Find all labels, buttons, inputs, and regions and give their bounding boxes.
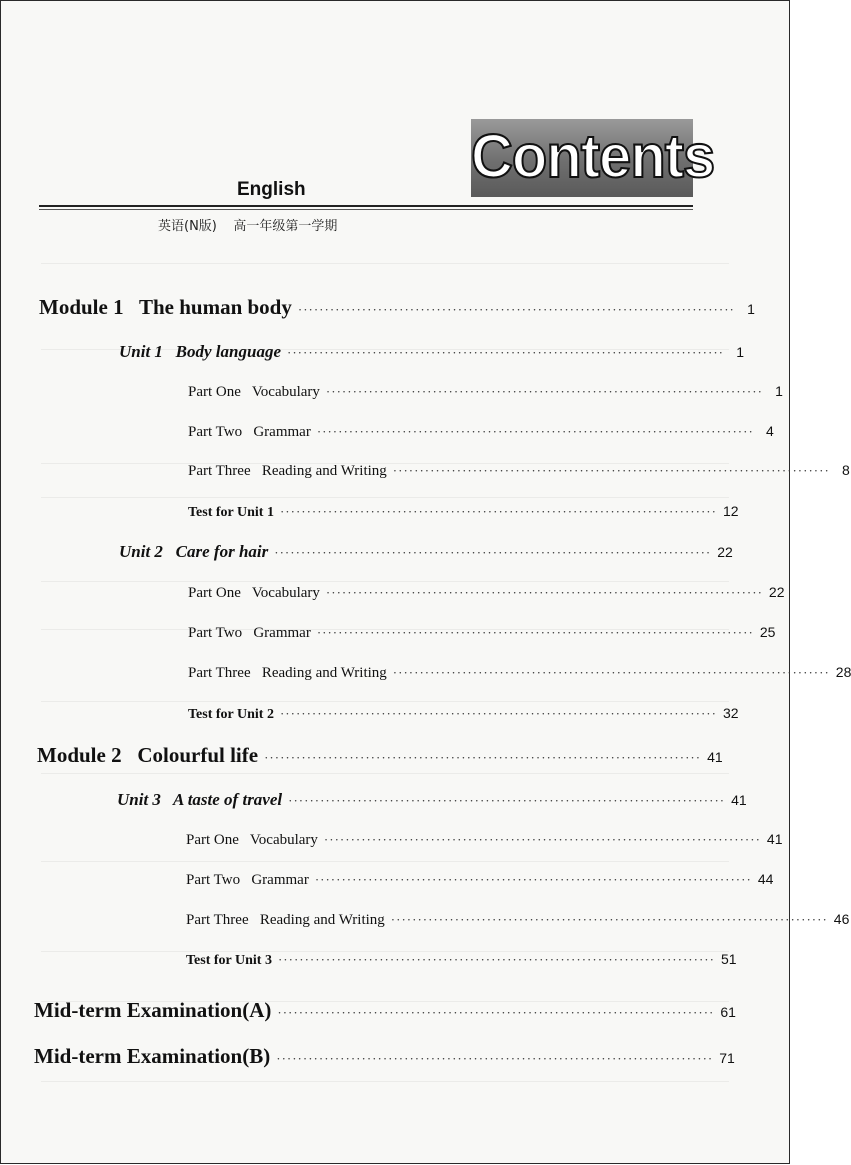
toc-entry-label: Part Two Grammar (188, 424, 311, 440)
english-label: English (237, 179, 306, 200)
leader-dots: ·················································································· (264, 750, 702, 765)
toc-entry-unit-1-reading-writing[interactable] (188, 462, 850, 480)
leader-dots: ·················································································· (314, 872, 752, 887)
leader-dots: ·················································································· (288, 793, 726, 808)
toc-page-number: 4 (766, 423, 774, 439)
toc-page-number: 44 (757, 871, 774, 887)
toc-page-number: 32 (722, 705, 739, 721)
toc-entry-test-unit-2[interactable] (188, 705, 739, 723)
toc-page-number: 1 (736, 344, 744, 360)
leader-dots: ·················································································· (323, 832, 761, 847)
toc-entry-unit-3-grammar[interactable] (186, 871, 774, 889)
book-subtitle: 英语(N版) 高一年级第一学期 (158, 219, 338, 234)
toc-entry-label: Part Three Reading and Writing (186, 912, 385, 928)
toc-entry-label: Module 1 The human body (39, 295, 292, 319)
leader-dots: ·················································································· (325, 384, 763, 399)
toc-entry-label: Part Three Reading and Writing (188, 665, 387, 681)
toc-entry-unit-1[interactable] (119, 342, 744, 362)
toc-entry-label: Part Two Grammar (188, 625, 311, 641)
toc-page-number: 1 (775, 383, 783, 399)
toc-entry-unit-1-grammar[interactable] (188, 423, 774, 441)
toc-entry-midterm-a[interactable] (34, 998, 736, 1023)
leader-dots: ·················································································· (392, 665, 830, 680)
toc-page-number: 46 (833, 911, 850, 927)
toc-entry-unit-1-vocabulary[interactable] (188, 383, 783, 401)
toc-entry-unit-3[interactable] (117, 790, 747, 810)
toc-entry-unit-2-reading-writing[interactable] (188, 664, 851, 682)
toc-entry-unit-3-vocabulary[interactable] (186, 831, 783, 849)
toc-entry-unit-3-reading-writing[interactable] (186, 911, 850, 929)
table-of-contents (1, 1, 851, 1165)
toc-page-number: 12 (722, 503, 739, 519)
toc-entry-label: Test for Unit 3 (186, 953, 272, 968)
leader-dots: ·················································································· (325, 585, 763, 600)
toc-page-number: 41 (731, 792, 747, 808)
toc-page-number: 22 (717, 544, 733, 560)
toc-entry-label: Module 2 Colourful life (37, 743, 259, 767)
toc-entry-unit-2-grammar[interactable] (188, 624, 776, 642)
leader-dots: ·················································································· (279, 706, 717, 721)
leader-dots: ·················································································· (316, 625, 754, 640)
toc-entry-label: Unit 3 A taste of travel (117, 790, 283, 809)
toc-entry-label: Test for Unit 1 (188, 505, 274, 520)
toc-entry-test-unit-1[interactable] (188, 503, 739, 521)
leader-dots: ·················································································· (276, 1051, 714, 1066)
toc-entry-module-1[interactable] (39, 295, 755, 320)
leader-dots: ·················································································· (392, 463, 830, 478)
toc-entry-test-unit-3[interactable] (186, 951, 737, 969)
toc-page-number: 25 (759, 624, 776, 640)
toc-page-number: 61 (720, 1004, 736, 1020)
contents-title: Contents (471, 122, 715, 191)
toc-page-number: 41 (707, 749, 723, 765)
toc-page-number: 28 (835, 664, 851, 680)
toc-entry-midterm-b[interactable] (34, 1044, 735, 1069)
leader-dots: ·················································································· (274, 545, 712, 560)
toc-page-number: 71 (719, 1050, 735, 1066)
leader-dots: ·················································································· (277, 1005, 715, 1020)
toc-entry-label: Part Two Grammar (186, 872, 309, 888)
toc-entry-unit-2-vocabulary[interactable] (188, 584, 785, 602)
toc-entry-label: Unit 1 Body language (119, 342, 281, 361)
leader-dots: ·················································································· (287, 345, 724, 360)
leader-dots: ·················································································· (297, 302, 735, 317)
toc-entry-label: Test for Unit 2 (188, 707, 274, 722)
toc-entry-module-2[interactable] (37, 743, 723, 768)
toc-entry-label: Part One Vocabulary (188, 585, 320, 601)
toc-entry-unit-2[interactable] (119, 542, 733, 562)
toc-entry-label: Part Three Reading and Writing (188, 463, 387, 479)
leader-dots: ·················································································· (390, 912, 828, 927)
leader-dots: ·················································································· (316, 424, 754, 439)
toc-entry-label: Mid-term Examination(B) (34, 1044, 271, 1068)
toc-page-number: 41 (766, 831, 783, 847)
leader-dots: ·················································································· (279, 504, 717, 519)
toc-page-number: 8 (842, 462, 850, 478)
toc-page-number: 1 (747, 301, 755, 317)
toc-page-number: 51 (720, 951, 737, 967)
toc-page-number: 22 (768, 584, 785, 600)
toc-entry-label: Unit 2 Care for hair (119, 542, 269, 561)
toc-entry-label: Part One Vocabulary (186, 832, 318, 848)
toc-entry-label: Part One Vocabulary (188, 384, 320, 400)
leader-dots: ·················································································· (277, 952, 715, 967)
toc-entry-label: Mid-term Examination(A) (34, 998, 272, 1022)
